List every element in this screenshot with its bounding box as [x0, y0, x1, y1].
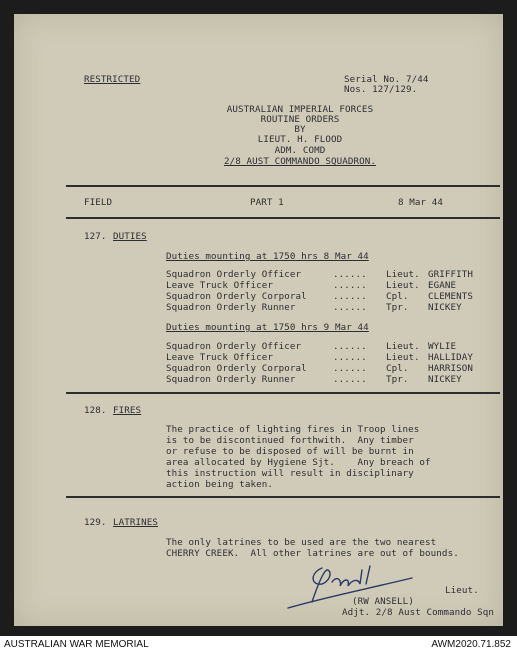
- divider: [66, 392, 500, 394]
- title-line-3: BY: [294, 124, 306, 135]
- leader-dots: ......: [333, 291, 367, 302]
- body-line: CHERRY CREEK. All other latrines are out of bounds.: [166, 548, 459, 559]
- leader-dots: ......: [333, 363, 367, 374]
- leader-dots: ......: [333, 269, 367, 280]
- leader-dots: ......: [333, 374, 367, 385]
- signatory-appointment: Adjt. 2/8 Aust Commando Sqn: [342, 607, 495, 618]
- duty-person: HALLIDAY: [428, 352, 474, 363]
- body-line: action being taken.: [166, 479, 273, 490]
- part-label: PART 1: [250, 197, 284, 208]
- duty-name: Squadron Orderly Corporal: [166, 363, 307, 374]
- title-line-6: 2/8 AUST COMMANDO SQUADRON.: [223, 156, 377, 167]
- order-numbers: Nos. 127/129.: [344, 84, 418, 95]
- body-line: this instruction will result in disciplinary: [166, 468, 414, 479]
- order-number: 128.: [84, 405, 107, 416]
- part-location: FIELD: [84, 197, 113, 208]
- order-number: 127.: [84, 231, 107, 242]
- duty-person: EGANE: [428, 280, 457, 291]
- leader-dots: ......: [333, 341, 367, 352]
- body-line: is to be discontinued forthwith. Any timber: [166, 435, 414, 446]
- signatory-name: (RW ANSELL): [352, 596, 414, 607]
- serial-number: Serial No. 7/44: [344, 74, 429, 85]
- divider: [66, 185, 500, 187]
- duty-person: NICKEY: [428, 302, 462, 313]
- order-title: FIRES: [113, 405, 142, 416]
- duty-name: Squadron Orderly Officer: [166, 269, 302, 280]
- signatory-rank: Lieut.: [445, 585, 479, 596]
- title-line-1: AUSTRALIAN IMPERIAL FORCES: [226, 104, 374, 115]
- divider: [66, 217, 500, 219]
- leader-dots: ......: [333, 280, 367, 291]
- duties-heading: Duties mounting at 1750 hrs 8 Mar 44: [166, 251, 369, 262]
- duty-name: Squadron Orderly Runner: [166, 374, 296, 385]
- duty-person: GRIFFITH: [428, 269, 474, 280]
- footer-institution: AUSTRALIAN WAR MEMORIAL: [4, 639, 149, 650]
- body-line: or refuse to be disposed of will be burnt in: [166, 446, 414, 457]
- order-title: DUTIES: [113, 231, 147, 242]
- duty-name: Squadron Orderly Corporal: [166, 291, 307, 302]
- duty-name: Leave Truck Officer: [166, 352, 273, 363]
- footer-accession-number: AWM2020.71.852: [431, 639, 511, 650]
- duty-rank: Lieut.: [386, 352, 420, 363]
- order-title: LATRINES: [113, 517, 159, 528]
- duty-name: Leave Truck Officer: [166, 280, 273, 291]
- body-line: area allocated by Hygiene Sjt. Any breach of: [166, 457, 431, 468]
- duty-rank: Cpl.: [386, 363, 409, 374]
- divider: [66, 496, 500, 498]
- duty-rank: Lieut.: [386, 341, 420, 352]
- duty-name: Squadron Orderly Runner: [166, 302, 296, 313]
- duty-rank: Tpr.: [386, 302, 409, 313]
- body-line: The practice of lighting fires in Troop lines: [166, 424, 420, 435]
- leader-dots: ......: [333, 352, 367, 363]
- duty-name: Squadron Orderly Officer: [166, 341, 302, 352]
- duty-person: WYLIE: [428, 341, 457, 352]
- part-date: 8 Mar 44: [398, 197, 444, 208]
- duties-heading: Duties mounting at 1750 hrs 9 Mar 44: [166, 322, 369, 333]
- duty-person: CLEMENTS: [428, 291, 474, 302]
- title-line-2: ROUTINE ORDERS: [260, 114, 340, 125]
- body-line: The only latrines to be used are the two nearest: [166, 537, 437, 548]
- title-line-5: ADM. COMD: [274, 145, 326, 156]
- classification: RESTRICTED: [84, 74, 141, 85]
- leader-dots: ......: [333, 302, 367, 313]
- order-number: 129.: [84, 517, 107, 528]
- duty-rank: Lieut.: [386, 269, 420, 280]
- duty-person: HARRISON: [428, 363, 474, 374]
- duty-rank: Lieut.: [386, 280, 420, 291]
- duty-rank: Tpr.: [386, 374, 409, 385]
- title-line-4: LIEUT. H. FLOOD: [257, 134, 343, 145]
- duty-person: NICKEY: [428, 374, 462, 385]
- footer-bar: [0, 636, 517, 653]
- duty-rank: Cpl.: [386, 291, 409, 302]
